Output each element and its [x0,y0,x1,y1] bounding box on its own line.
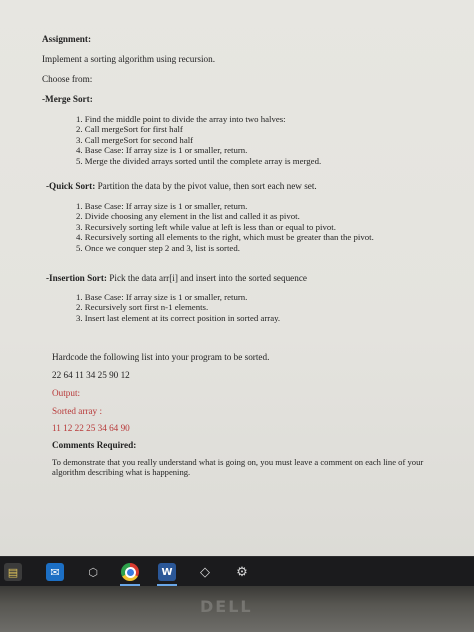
quick-step: 1. Base Case: If array size is 1 or smaller, return. [76,201,248,211]
quick-sort-desc: Partition the data by the pivot value, then sort each new set. [95,181,317,191]
quick-sort-heading [46,181,317,192]
settings-icon[interactable]: ⚙ [236,564,248,580]
insertion-step: 1. Base Case: If array size is 1 or smaller, return. [76,292,248,302]
hardcode-instruction: Hardcode the following list into your program to be sorted. [52,352,270,362]
choose-label: Choose from: [42,74,93,84]
chrome-icon[interactable] [121,563,139,581]
insertion-sort-title: -Insertion Sort: [46,273,107,283]
taskbar [0,556,474,587]
word-icon[interactable]: W [158,563,176,581]
output-label: Output: [52,388,81,398]
store-icon[interactable]: ▤ [4,563,22,581]
paint3d-icon[interactable]: ◇ [200,564,210,580]
insertion-sort-steps [76,292,280,323]
merge-step: 5. Merge the divided arrays sorted until the complete array is merged. [76,155,322,166]
quick-sort-title: -Quick Sort: [46,181,96,191]
mail-icon[interactable]: ✉ [46,563,64,581]
quick-step: 4. Recursively sorting all elements to the right, which must be greater than the pivot. [76,232,374,243]
merge-sort-title: -Merge Sort: [42,94,93,104]
quick-sort-steps [76,201,374,253]
merge-step: 2. Call mergeSort for first half [76,124,183,135]
cube-icon[interactable]: ⬡ [88,565,98,579]
dell-logo: DELL [200,597,253,616]
insertion-step: 3. Insert last element at its correct position in sorted array. [76,312,281,323]
assignment-intro: Implement a sorting algorithm using recursion. [42,54,215,64]
merge-step: 3. Call mergeSort for second half [76,134,194,145]
input-list: 22 64 11 34 25 90 12 [52,370,130,380]
assignment-heading: Assignment: [42,34,92,44]
merge-step: 4. Base Case: If array size is 1 or smaller, return. [76,145,248,156]
chrome-center [125,567,136,578]
merge-step: 1. Find the middle point to divide the array into two halves: [76,114,286,124]
quick-step: 5. Once we conquer step 2 and 3, list is sorted. [76,242,240,253]
insertion-sort-heading [46,273,307,284]
comments-title: Comments Required: [52,440,137,450]
insertion-step: 2. Recursively sort first n-1 elements. [76,302,209,313]
quick-step: 2. Divide choosing any element in the list and called it as pivot. [76,211,300,222]
merge-sort-steps [76,114,321,166]
sorted-values: 11 12 22 25 34 64 90 [52,423,130,433]
quick-step: 3. Recursively sorting left while value at left is less than or equal to pivot. [76,221,336,232]
comments-text: To demonstrate that you really understand what is going on, you must leave a comment on each line of your algorithm describing what is happening. [52,457,424,478]
sorted-array-label: Sorted array : [52,406,103,416]
insertion-sort-desc: Pick the data arr[i] and insert into the sorted sequence [107,273,308,283]
